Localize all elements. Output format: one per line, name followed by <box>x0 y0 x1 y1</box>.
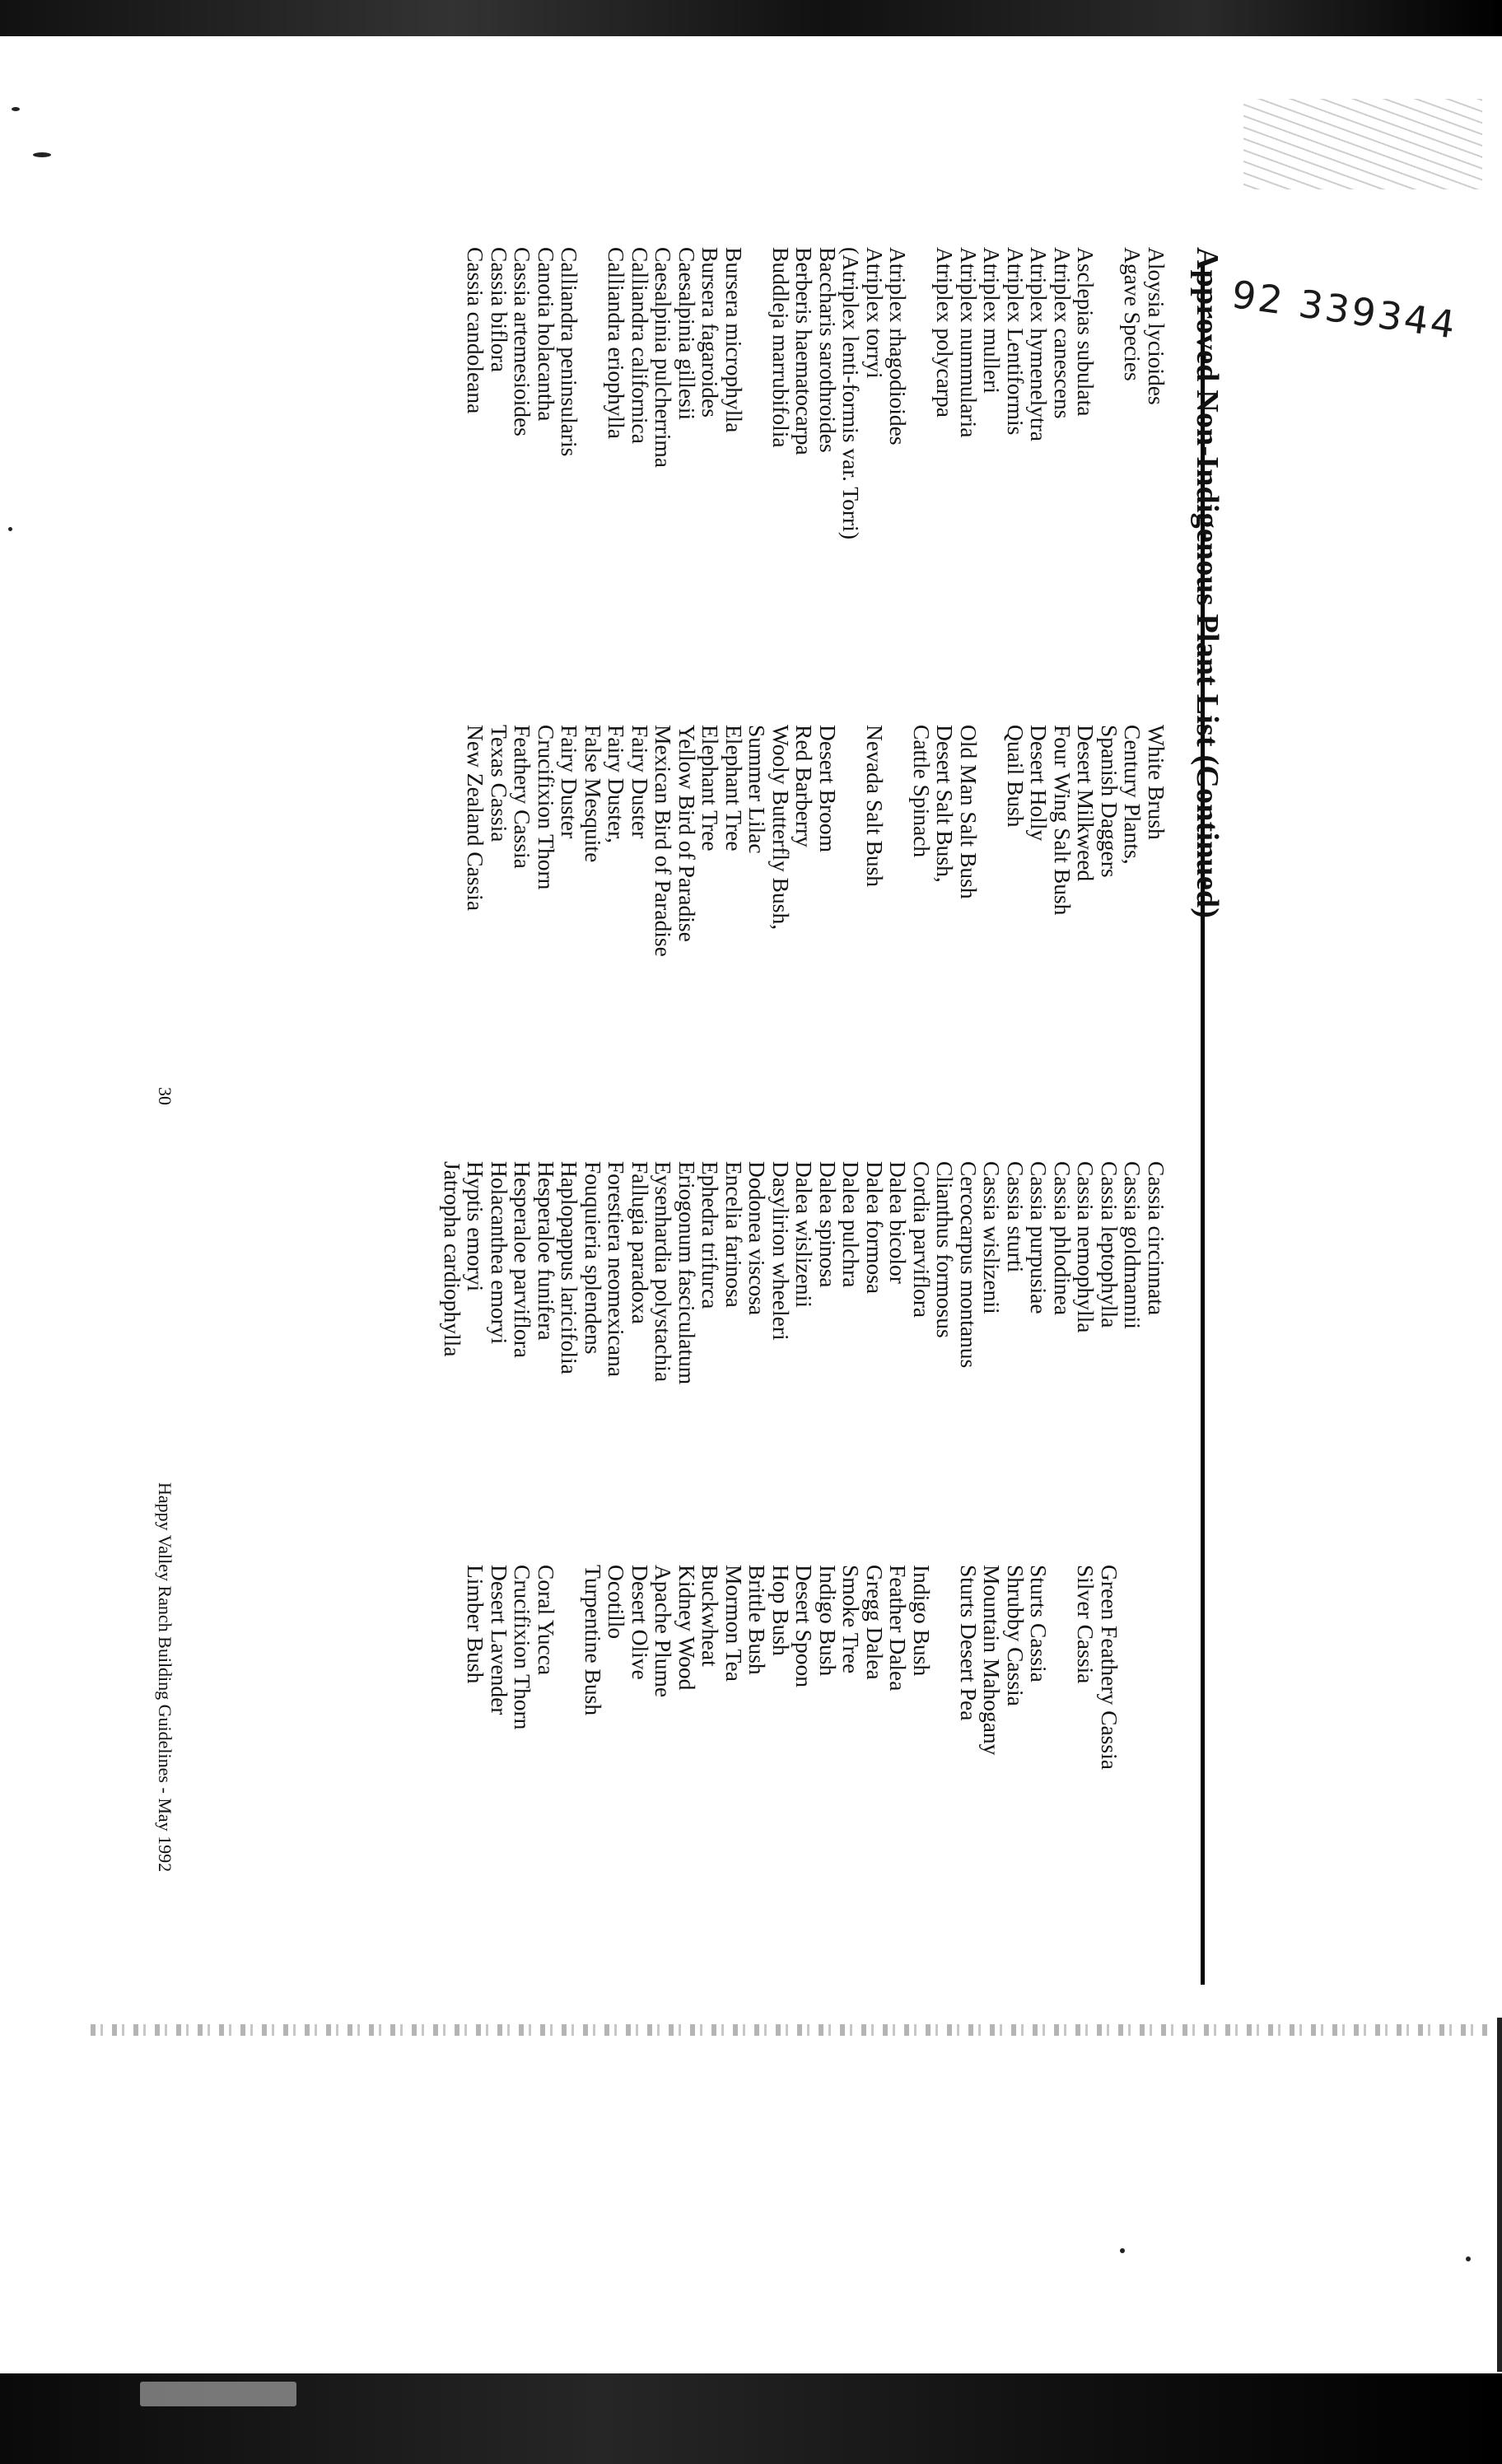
list-item: Desert Milkweed <box>1073 725 1099 882</box>
list-item: Turpentine Bush <box>581 1565 606 1716</box>
list-item: Elephant Tree <box>697 725 724 852</box>
list-item: Cordia parviflora <box>909 1161 935 1318</box>
list-item: Canotia holacantha <box>534 247 559 422</box>
list-item: Desert Lavender <box>487 1565 512 1715</box>
page-number: 30 <box>155 1087 175 1105</box>
common-names-left-column <box>464 725 1168 957</box>
list-item: Calliandra eriophylla <box>604 247 630 439</box>
list-item: Cassia purpusiae <box>1026 1161 1052 1314</box>
list-item: Dalea pulchra <box>838 1161 865 1288</box>
scan-speck <box>1120 2248 1125 2253</box>
list-item: Mexican Bird of Paradise <box>651 725 677 957</box>
list-item: Aloysia lycioides <box>1144 247 1169 405</box>
list-item: Atriplex Lentiformis <box>1003 247 1029 436</box>
list-item: Dalea formosa <box>862 1161 888 1295</box>
list-item: Limber Bush <box>463 1565 489 1684</box>
list-item: Fairy Duster <box>627 725 653 839</box>
botanical-names-left-column <box>464 247 1168 539</box>
list-item: White Brush <box>1144 725 1169 840</box>
list-item: Red Barberry <box>791 725 818 847</box>
list-item: Coral Yucca <box>534 1565 559 1676</box>
list-item: Cassia nemophylla <box>1073 1161 1099 1333</box>
list-item: Desert Spoon <box>791 1565 818 1687</box>
list-item: Fallugia paradoxa <box>627 1161 653 1324</box>
scan-noise-line <box>91 2024 1490 2036</box>
list-item: Texas Cassia <box>487 725 512 842</box>
list-item: Cercocarpus montanus <box>956 1161 982 1369</box>
list-item: Caesalpinia gillesii <box>674 247 700 421</box>
list-item: Silver Cassia <box>1073 1565 1099 1684</box>
list-item: Fairy Duster, <box>604 725 630 844</box>
common-names-right-column <box>464 1565 1168 1770</box>
list-item: Agave Species <box>1120 247 1146 381</box>
list-item: Apache Plume <box>651 1565 677 1698</box>
scan-border-right <box>1497 2018 1502 2372</box>
list-item: Cassia goldmannii <box>1120 1161 1146 1329</box>
list-item: Asclepias subulata <box>1073 247 1099 417</box>
list-item: Clianthus formosus <box>932 1161 959 1338</box>
list-item: Fairy Duster <box>557 725 583 839</box>
list-item: Indigo Bush <box>815 1565 841 1677</box>
list-item: Century Plants, <box>1120 725 1146 865</box>
rotated-page <box>138 247 1225 2018</box>
list-item: Nevada Salt Bush <box>862 725 888 888</box>
list-item: Hesperaloe funifera <box>534 1161 559 1341</box>
list-item: Buckwheat <box>697 1565 724 1667</box>
list-item: Four Wing Salt Bush <box>1050 725 1075 916</box>
list-item: Feathery Cassia <box>510 725 536 869</box>
list-item: Sturts Cassia <box>1026 1565 1052 1682</box>
list-item: Atriplex mulleri <box>979 247 1005 394</box>
list-item: Calliandra californica <box>627 247 653 444</box>
list-item: Fouquieria splendens <box>581 1161 606 1355</box>
list-item: Atriplex rhagodioides <box>885 247 912 446</box>
list-item: Berberis haematocarpa <box>791 247 818 455</box>
list-item: Hop Bush <box>768 1565 794 1656</box>
list-item: Hyptis emoryi <box>463 1161 489 1292</box>
list-item: Desert Broom <box>815 725 841 853</box>
list-item: Cattle Spinach <box>909 725 935 858</box>
list-item: Ocotillo <box>604 1565 630 1640</box>
list-item: Forestiera neomexicana <box>604 1161 630 1377</box>
scan-speck <box>33 152 51 157</box>
list-item: Desert Holly <box>1026 725 1052 842</box>
scan-noise <box>1243 99 1482 189</box>
scan-speck <box>8 527 12 531</box>
list-item: Summer Lilac <box>744 725 771 854</box>
list-item: Ephedra trifurca <box>697 1161 724 1309</box>
list-item: Atriplex polycarpa <box>932 247 959 418</box>
list-item: Holacanthea emoryi <box>487 1161 512 1345</box>
list-item: New Zealand Cassia <box>463 725 489 912</box>
list-item: Hesperaloe parviflora <box>510 1161 536 1358</box>
scan-speck <box>12 107 20 111</box>
list-item: Crucifixion Thorn <box>534 725 559 890</box>
list-item: Bursera fagaroides <box>697 247 724 418</box>
list-item: (Atriplex lenti-formis var. Torri) <box>838 247 865 539</box>
list-item: Haplopappus laricifolia <box>557 1161 583 1374</box>
list-item: Green Feathery Cassia <box>1097 1565 1122 1770</box>
list-item: Desert Salt Bush, <box>932 725 959 883</box>
list-item: Sturts Desert Pea <box>956 1565 982 1721</box>
list-item: Jatropha cardiophylla <box>440 1161 465 1357</box>
list-item: Dalea bicolor <box>885 1161 912 1284</box>
list-item: False Mesquite <box>581 725 606 863</box>
list-item: Cassia sturti <box>1003 1161 1029 1273</box>
list-item: Yellow Bird of Paradise <box>674 725 700 942</box>
list-item: Shrubby Cassia <box>1003 1565 1029 1706</box>
list-item: Eriogonum fasciculatum <box>674 1161 700 1385</box>
list-item: Crucifixion Thorn <box>510 1565 536 1730</box>
scan-border-top <box>0 0 1502 36</box>
list-item: Feather Dalea <box>885 1565 912 1692</box>
botanical-names-right-column <box>441 1161 1168 1384</box>
list-item: Cassia artemesioides <box>510 247 536 436</box>
list-item: Kidney Wood <box>674 1565 700 1691</box>
list-item: Gregg Dalea <box>862 1565 888 1680</box>
list-item: Dalea wislizenii <box>791 1161 818 1308</box>
list-item: Desert Olive <box>627 1565 653 1680</box>
list-item: Dodonea viscosa <box>744 1161 771 1316</box>
list-item: Cassia candoleana <box>463 247 489 414</box>
list-item: Atriplex torryi <box>862 247 888 379</box>
list-item: Spanish Daggers <box>1097 725 1122 878</box>
list-item: Cassia biflora <box>487 247 512 372</box>
list-item: Bursera microphylla <box>721 247 747 433</box>
list-item: Atriplex nummularia <box>956 247 982 438</box>
list-item: Cassia wislizenii <box>979 1161 1005 1314</box>
list-item: Quail Bush <box>1003 725 1029 828</box>
list-item: Atriplex canescens <box>1050 247 1075 419</box>
list-item: Mormon Tea <box>721 1565 747 1682</box>
scan-border-bottom <box>0 2373 1502 2464</box>
handwritten-document-number: 92 339344 <box>1229 272 1461 348</box>
list-item: Elephant Tree <box>721 725 747 852</box>
list-item: Baccharis sarothroides <box>815 247 841 453</box>
list-item: Wooly Butterfly Bush, <box>768 725 794 931</box>
list-item: Calliandra peninsularis <box>557 247 583 457</box>
page-title: Approved Non-Indigenous Plant List (Continued) <box>1190 247 1224 919</box>
list-item: Atriplex hymenelytra <box>1026 247 1052 441</box>
list-item: Mountain Mahogany <box>979 1565 1005 1756</box>
list-item: Dalea spinosa <box>815 1161 841 1288</box>
list-item: Eysenhardia polystachia <box>651 1161 677 1383</box>
list-item: Smoke Tree <box>838 1565 865 1674</box>
list-item: Buddleja marrubifolia <box>768 247 794 448</box>
list-item: Dasylirion wheeleri <box>768 1161 794 1341</box>
list-item: Caesalpinia pulcherrima <box>651 247 677 469</box>
list-item: Cassia phlodinea <box>1050 1161 1075 1316</box>
scan-speck <box>1466 2256 1471 2261</box>
list-item: Cassia leptophylla <box>1097 1161 1122 1328</box>
list-item: Encelia farinosa <box>721 1161 747 1308</box>
list-item: Brittle Bush <box>744 1565 771 1675</box>
page-footer: Happy Valley Ranch Building Guidelines - May 1992 <box>155 1482 175 1873</box>
list-item: Old Man Salt Bush <box>956 725 982 899</box>
list-item: Cassia circinnata <box>1144 1161 1169 1316</box>
list-item: Indigo Bush <box>909 1565 935 1677</box>
